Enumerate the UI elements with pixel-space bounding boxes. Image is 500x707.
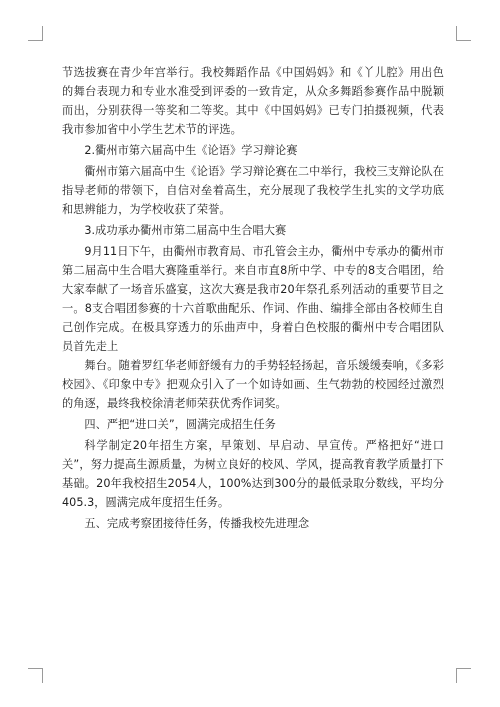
heading-chorus-contest: 3.成功承办衢州市第二届高中生合唱大赛 — [84, 224, 287, 237]
corner-mark-top-left — [28, 26, 43, 41]
heading-analects-debate: 2.衢州市第六届高中生《论语》学习辩论赛 — [84, 144, 298, 157]
paragraph-dance-competition: 节选拔赛在青少年宫举行。我校舞蹈作品《中国妈妈》和《丫儿腔》用出色的舞台表现力和专业水准受到评委的一致肯定，从众多舞蹈参赛作品中脱颖而出，分别获得一等奖和二等奖。其中《中国妈妈》已专门拍摄视频，代表我市参加省中小学生艺术节的评选。 — [62, 66, 444, 136]
paragraph-chorus-stage: 舞台。随着罗红华老师舒缓有力的手势轻轻扬起，音乐缓缓奏响，《多彩校园》、《印象中专》把观众引入了一个如诗如画、生气勃勃的校园经过激烈的角逐，最终我校徐清老师荣获优秀作词奖。 — [62, 359, 444, 410]
corner-mark-bottom-left — [28, 668, 43, 683]
corner-mark-top-right — [456, 26, 471, 41]
heading-delegation-reception: 五、完成考察团接待任务，传播我校先进理念 — [84, 517, 310, 530]
paragraph-analects-debate: 衢州市第六届高中生《论语》学习辩论赛在二中举行，我校三支辩论队在指导老师的带领下，自信对垒着高生，充分展现了我校学生扎实的文学功底和思辨能力，为学校收获了荣誉。 — [62, 165, 444, 216]
corner-mark-bottom-right — [456, 668, 471, 683]
paragraph-chorus-contest: 9月11日下午，由衢州市教育局、市孔管会主办，衢州中专承办的衢州市第二届高中生合唱大赛隆重举行。来自市直8所中学、中专的8支合唱团，给大家奉献了一场音乐盛宴，这次大赛是我市20年祭孔系列活动的重要节目之一。8支合唱团参赛的十六首歌曲配乐、作词、作曲、编排全部由各校师生自己创作完成。在极具穿透力的乐曲声中，身着白色校服的衢州中专合唱团队员首先走上 — [62, 245, 444, 353]
heading-enrollment: 四、严把“进口关”，圆满完成招生任务 — [84, 418, 276, 431]
paragraph-enrollment: 科学制定20年招生方案，早策划、早启动、早宣传。严格把好“进口关”，努力提高生源质量，为树立良好的校风、学风，提高教育教学质量打下基础。20年我校招生2054人，100%达到300分的最低录取分数线，平均分405.3，圆满完成年度招生任务。 — [62, 439, 444, 509]
document-body — [62, 63, 444, 535]
